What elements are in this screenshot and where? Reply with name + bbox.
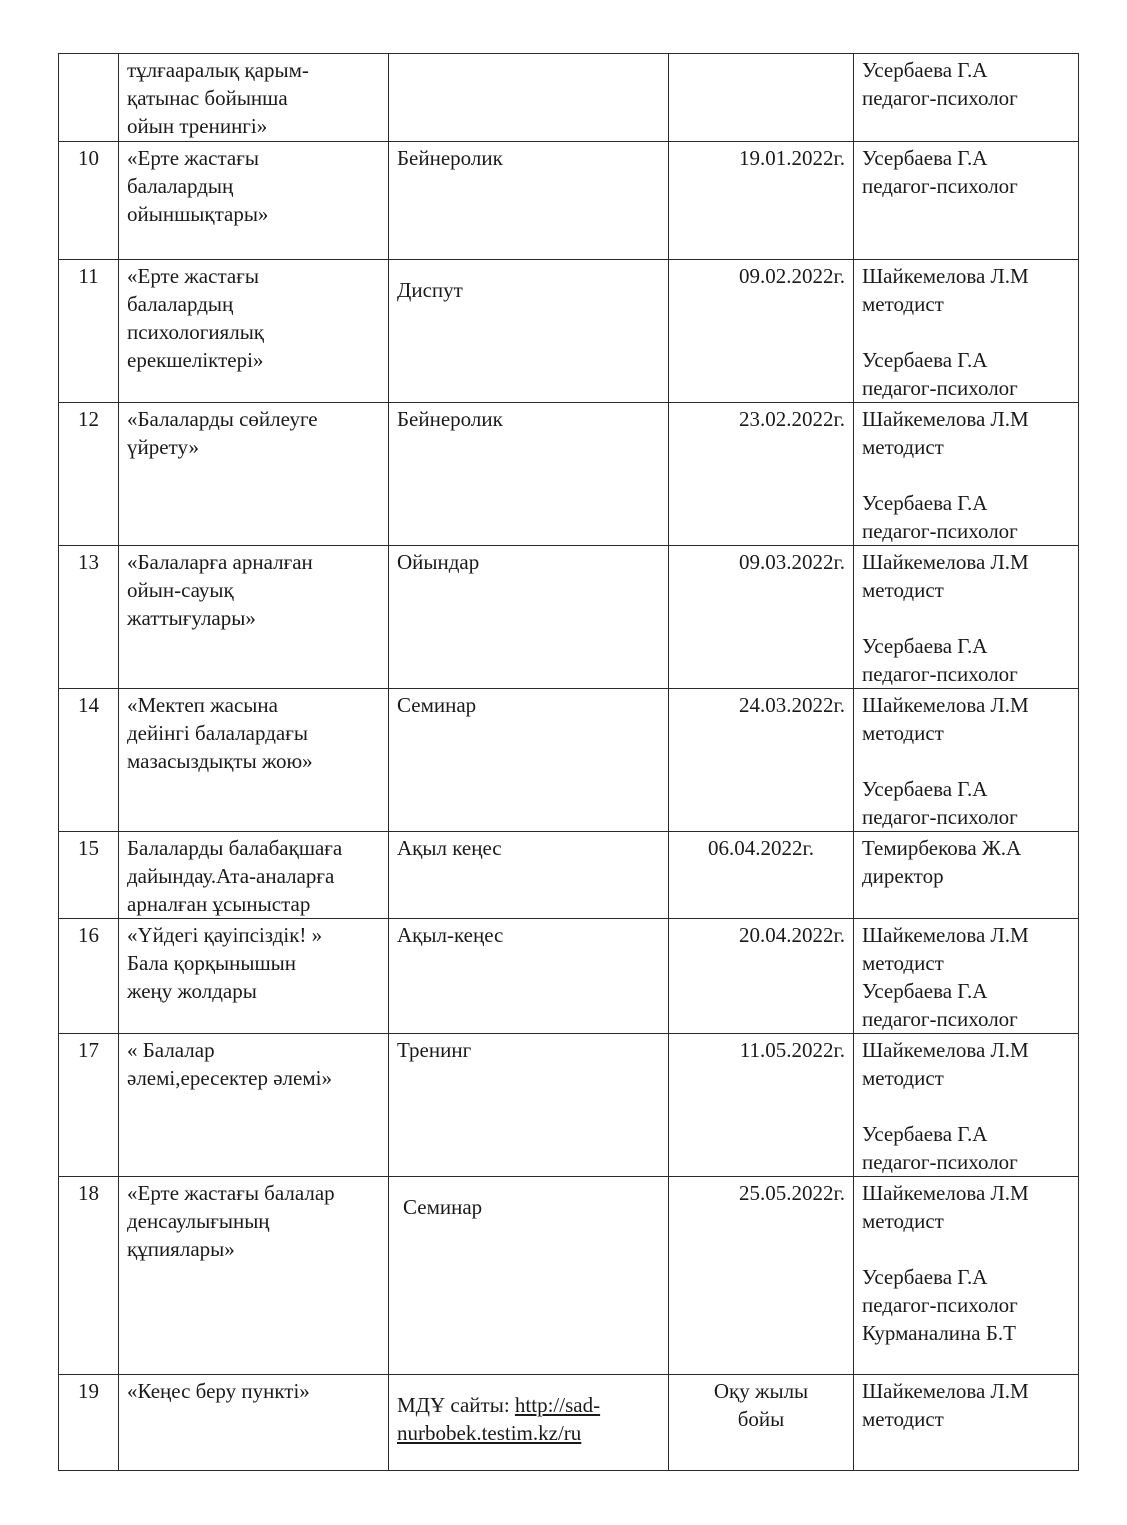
table-row bbox=[59, 689, 1079, 832]
event-topic: «Балаларға арналған ойын-сауық жаттығулары» bbox=[119, 546, 389, 689]
site-link[interactable]: http://sad- nurbobek.testim.kz/ru bbox=[397, 1393, 601, 1445]
row-number: 11 bbox=[59, 260, 119, 403]
event-form: Семинар bbox=[389, 689, 669, 832]
row-number: 16 bbox=[59, 919, 119, 1034]
event-date: 11.05.2022г. bbox=[669, 1034, 854, 1177]
event-topic: «Ерте жастағы балалардың ойыншықтары» bbox=[119, 142, 389, 260]
event-topic: тұлғааралық қарым- қатынас бойынша ойын тренингі» bbox=[119, 54, 389, 142]
row-number: 15 bbox=[59, 832, 119, 919]
event-form: Тренинг bbox=[389, 1034, 669, 1177]
event-date: Оқу жылы бойы bbox=[669, 1375, 854, 1471]
event-date: 19.01.2022г. bbox=[669, 142, 854, 260]
responsible-persons: Шайкемелова Л.М методист Усербаева Г.А педагог-психолог bbox=[854, 546, 1079, 689]
row-number: 19 bbox=[59, 1375, 119, 1471]
row-number: 14 bbox=[59, 689, 119, 832]
event-date: 20.04.2022г. bbox=[669, 919, 854, 1034]
event-form: Семинар bbox=[389, 1177, 669, 1375]
event-topic: «Ерте жастағы балалар денсаулығының құпиялары» bbox=[119, 1177, 389, 1375]
event-form bbox=[389, 1375, 669, 1471]
event-date: 23.02.2022г. bbox=[669, 403, 854, 546]
event-topic: « Балалар әлемі,ересектер әлемі» bbox=[119, 1034, 389, 1177]
event-form: Ақыл-кеңес bbox=[389, 919, 669, 1034]
table-row bbox=[59, 546, 1079, 689]
table-row bbox=[59, 142, 1079, 260]
table-row bbox=[59, 260, 1079, 403]
responsible-persons: Шайкемелова Л.М методист Усербаева Г.А педагог-психолог bbox=[854, 1034, 1079, 1177]
responsible-persons: Шайкемелова Л.М методист Усербаева Г.А педагог-психолог bbox=[854, 403, 1079, 546]
event-form: Диспут bbox=[389, 260, 669, 403]
table-row bbox=[59, 54, 1079, 142]
responsible-persons: Шайкемелова Л.М методист Усербаева Г.А педагог-психолог Курманалина Б.Т bbox=[854, 1177, 1079, 1375]
event-topic: Балаларды балабақшаға дайындау.Ата-аналарға арналған ұсыныстар bbox=[119, 832, 389, 919]
table-row bbox=[59, 403, 1079, 546]
event-topic: «Мектеп жасына дейінгі балалардағы мазасыздықты жою» bbox=[119, 689, 389, 832]
site-label: МДҰ сайты: bbox=[397, 1393, 515, 1417]
event-form bbox=[389, 54, 669, 142]
row-number: 12 bbox=[59, 403, 119, 546]
event-date bbox=[669, 54, 854, 142]
event-topic: «Кеңес беру пункті» bbox=[119, 1375, 389, 1471]
row-number: 10 bbox=[59, 142, 119, 260]
responsible-persons: Шайкемелова Л.М методист bbox=[854, 1375, 1079, 1471]
event-date: 24.03.2022г. bbox=[669, 689, 854, 832]
responsible-persons: Шайкемелова Л.М методист Усербаева Г.А педагог-психолог bbox=[854, 689, 1079, 832]
row-number: 18 bbox=[59, 1177, 119, 1375]
responsible-persons: Усербаева Г.А педагог-психолог bbox=[854, 54, 1079, 142]
event-form: Бейнеролик bbox=[389, 142, 669, 260]
event-topic: «Үйдегі қауіпсіздік! » Бала қорқынышын жеңу жолдары bbox=[119, 919, 389, 1034]
event-form: Ақыл кеңес bbox=[389, 832, 669, 919]
responsible-persons: Шайкемелова Л.М методист Усербаева Г.А педагог-психолог bbox=[854, 260, 1079, 403]
events-plan-table bbox=[58, 53, 1079, 1471]
responsible-persons: Усербаева Г.А педагог-психолог bbox=[854, 142, 1079, 260]
table-row bbox=[59, 832, 1079, 919]
responsible-persons: Темирбекова Ж.А директор bbox=[854, 832, 1079, 919]
event-topic: «Балаларды сөйлеуге үйрету» bbox=[119, 403, 389, 546]
event-date: 09.02.2022г. bbox=[669, 260, 854, 403]
event-date: 09.03.2022г. bbox=[669, 546, 854, 689]
event-topic: «Ерте жастағы балалардың психологиялық ерекшеліктері» bbox=[119, 260, 389, 403]
table-row bbox=[59, 1375, 1079, 1471]
event-date: 25.05.2022г. bbox=[669, 1177, 854, 1375]
responsible-persons: Шайкемелова Л.М методист Усербаева Г.А педагог-психолог bbox=[854, 919, 1079, 1034]
row-number: 13 bbox=[59, 546, 119, 689]
table-row bbox=[59, 1034, 1079, 1177]
row-number bbox=[59, 54, 119, 142]
table-row bbox=[59, 919, 1079, 1034]
event-form: Бейнеролик bbox=[389, 403, 669, 546]
table-row bbox=[59, 1177, 1079, 1375]
event-form: Ойындар bbox=[389, 546, 669, 689]
row-number: 17 bbox=[59, 1034, 119, 1177]
event-date: 06.04.2022г. bbox=[669, 832, 854, 919]
